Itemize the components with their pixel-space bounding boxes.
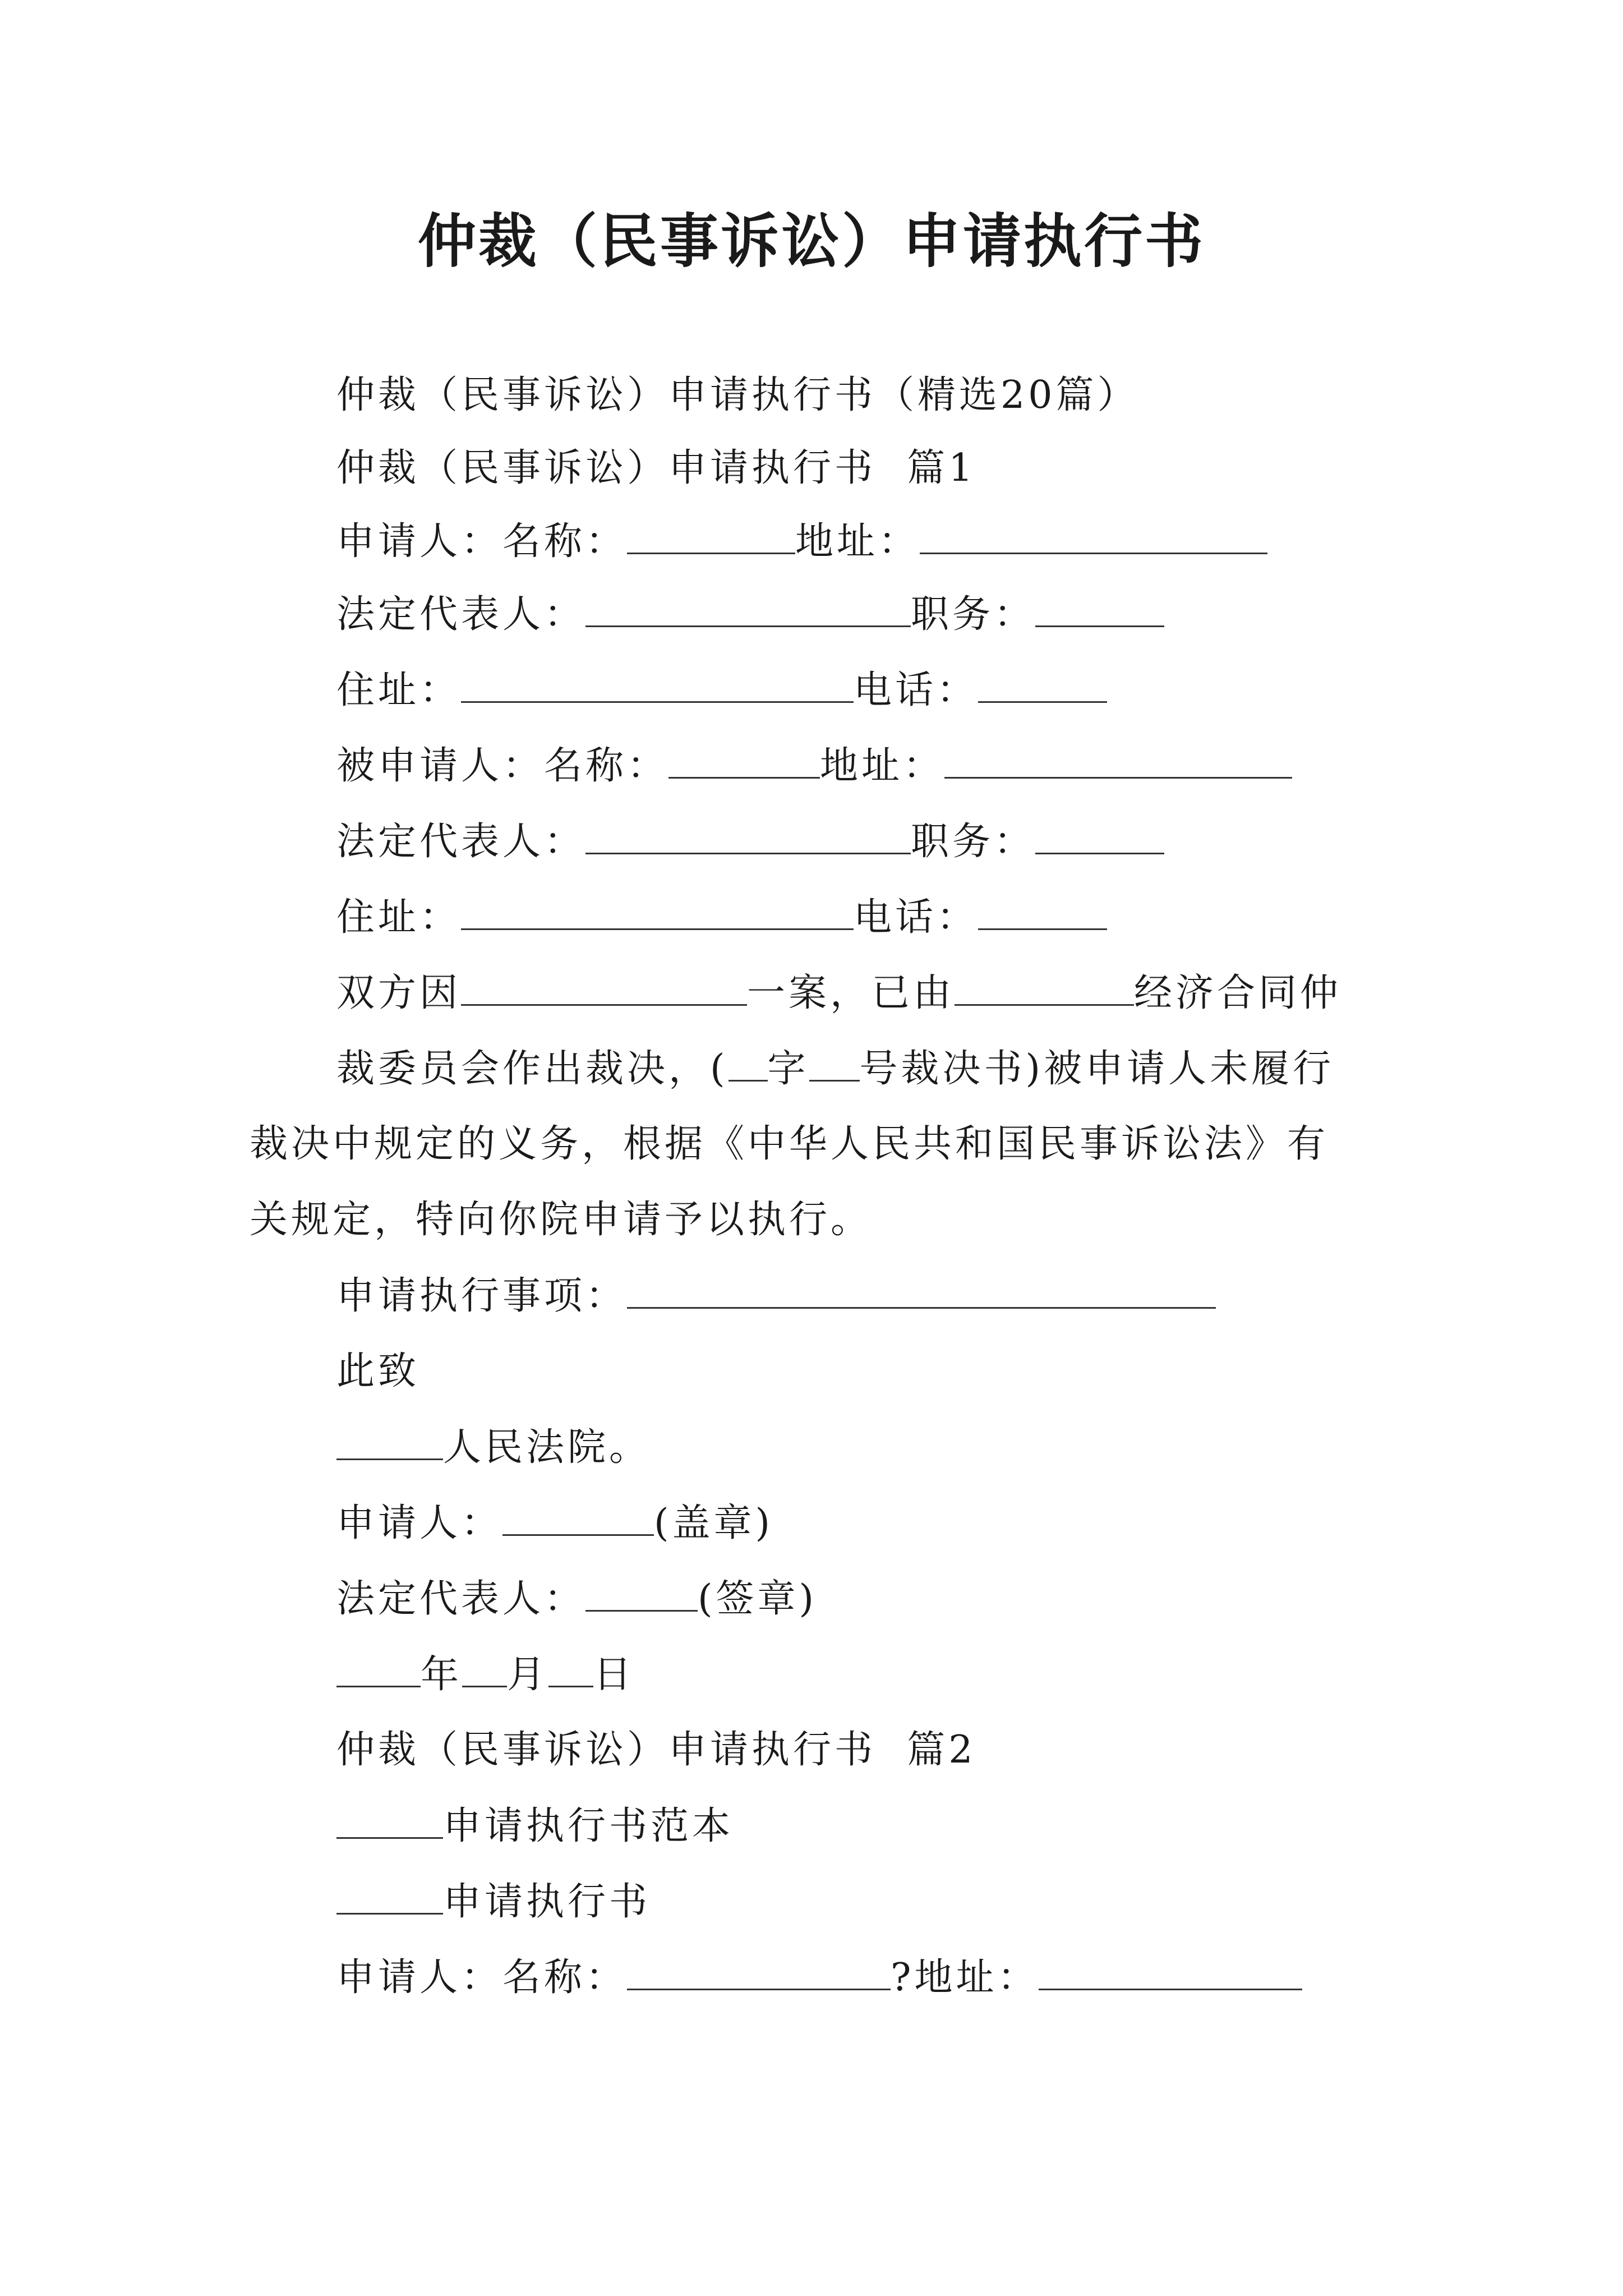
legal-rep-sign-row	[336, 1571, 817, 1627]
legal-rep-sign-label: 法定代表人：	[336, 1577, 586, 1621]
committee-blank	[955, 965, 1134, 1006]
applicant-name-blank	[627, 513, 795, 554]
residence-label: 住址：	[336, 668, 462, 712]
respondent-row	[336, 738, 1292, 794]
month-label: 月	[507, 1653, 549, 1697]
position-blank	[1035, 586, 1164, 627]
respondent-name-blank	[668, 738, 820, 779]
section-heading-1: 仲裁（民事诉讼）申请执行书 篇1	[336, 446, 976, 490]
template-blank	[336, 1798, 443, 1839]
position-label: 职务：	[911, 820, 1036, 864]
applicant-row	[336, 513, 1267, 570]
cause-text-2: 一案，已由	[747, 971, 955, 1015]
phone-label: 电话：	[854, 895, 979, 940]
year-blank	[336, 1646, 421, 1687]
respondent-residence-row	[336, 889, 1107, 946]
respondent-legal-rep-row	[336, 813, 1164, 870]
paragraph-line-3: 裁决中规定的义务，根据《中华人民共和国民事诉讼法》有	[250, 1122, 1329, 1166]
respondent-address-label: 地址：	[820, 744, 945, 788]
application-doc-blank	[336, 1874, 443, 1915]
sign-note: (签章)	[698, 1577, 818, 1621]
applicant-address-label: 地址：	[795, 519, 920, 564]
date-row	[336, 1646, 635, 1703]
applicant-sign-blank	[502, 1495, 654, 1536]
items-label: 申请执行事项：	[336, 1274, 628, 1318]
applicant-legal-rep-row	[336, 586, 1164, 643]
cause-row	[336, 965, 1341, 1022]
day-label: 日	[593, 1653, 635, 1697]
ruling-zi-blank	[728, 1041, 768, 1082]
paragraph-line-4: 关规定，特向你院申请予以执行。	[250, 1198, 873, 1242]
court-row	[336, 1419, 651, 1476]
residence-blank	[461, 889, 854, 930]
subtitle: 仲裁（民事诉讼）申请执行书（精选20篇）	[336, 373, 1139, 417]
year-label: 年	[421, 1653, 463, 1697]
residence-blank	[461, 662, 854, 703]
items-row	[336, 1268, 1216, 1324]
phone-label: 电话：	[854, 668, 979, 712]
cause-text-3: 经济合同仲	[1134, 971, 1342, 1015]
case-blank	[461, 965, 747, 1006]
document-title: 仲裁（民事诉讼）申请执行书	[417, 207, 1205, 275]
applicant-name-label-2: 申请人：名称：	[336, 1955, 628, 2000]
position-blank	[1035, 813, 1164, 854]
legal-rep-blank	[585, 586, 911, 627]
application-doc-row	[336, 1874, 651, 1930]
ruling-text-c: 号裁决书)被申请人未履行	[859, 1047, 1335, 1091]
applicant-address-label-2: ?地址：	[891, 1955, 1039, 2000]
respondent-address-blank	[944, 738, 1292, 779]
ruling-hao-blank	[809, 1041, 860, 1082]
phone-blank	[978, 662, 1107, 703]
ruling-row	[336, 1041, 1334, 1097]
position-label: 职务：	[911, 592, 1036, 637]
legal-rep-sign-blank	[585, 1571, 698, 1612]
applicant-sign-label: 申请人：	[336, 1501, 503, 1545]
items-blank	[627, 1268, 1216, 1309]
legal-rep-blank	[585, 813, 911, 854]
applicant-sign-row	[336, 1495, 773, 1552]
court-label: 人民法院。	[443, 1425, 651, 1470]
day-blank	[548, 1646, 593, 1687]
template-label: 申请执行书范本	[443, 1804, 734, 1848]
applicant-residence-row	[336, 662, 1107, 719]
respondent-name-label: 被申请人：名称：	[336, 744, 669, 788]
applicant-name-label: 申请人：名称：	[336, 519, 628, 564]
phone-blank	[978, 889, 1107, 930]
applicant-address-blank-2	[1039, 1949, 1302, 1990]
month-blank	[462, 1646, 507, 1687]
applicant-name-blank-2	[627, 1949, 891, 1990]
ruling-text-b: 字	[767, 1047, 809, 1091]
court-blank	[336, 1419, 443, 1460]
application-doc-label: 申请执行书	[443, 1880, 651, 1924]
applicant-row-2	[336, 1949, 1302, 2006]
seal-note: (盖章)	[654, 1501, 774, 1545]
legal-rep-label: 法定代表人：	[336, 592, 586, 637]
ruling-text-a: 裁委员会作出裁决，(	[336, 1047, 728, 1091]
residence-label: 住址：	[336, 895, 462, 940]
applicant-address-blank	[920, 513, 1267, 554]
cause-text-1: 双方因	[336, 971, 462, 1015]
section-heading-2: 仲裁（民事诉讼）申请执行书 篇2	[336, 1728, 976, 1772]
template-row	[336, 1798, 734, 1855]
legal-rep-label: 法定代表人：	[336, 820, 586, 864]
salutation: 此致	[336, 1349, 420, 1393]
